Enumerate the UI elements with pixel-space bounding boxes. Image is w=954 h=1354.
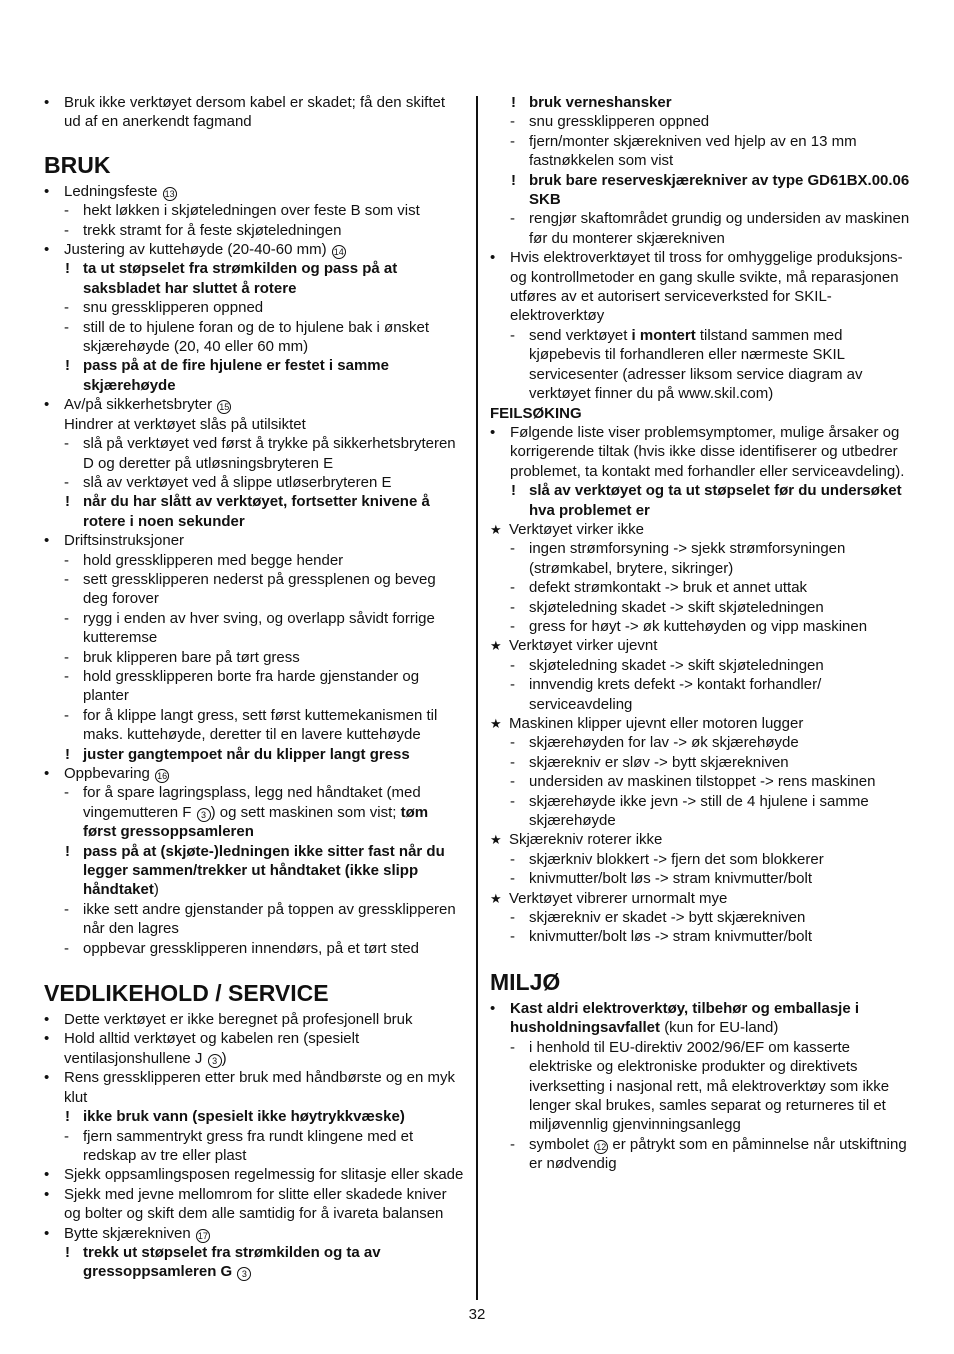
dash-item: - snu gressklipperen oppned xyxy=(490,112,910,131)
bullet-sikkerhetsbryter: • Av/på sikkerhetsbryter 15 xyxy=(44,395,464,414)
symptom-item: ★ Skjærekniv roterer ikke xyxy=(490,830,910,849)
bullet-item: • Rens gressklipperen etter bruk med håndbørste og en myk klut xyxy=(44,1068,464,1107)
section-heading-miljo: MILJØ xyxy=(490,968,561,995)
section-heading-vedlikehold: VEDLIKEHOLD / SERVICE xyxy=(44,980,329,1007)
warning-item: ! ta ut støpselet fra strømkilden og pass på at saksbladet har sluttet å rotere xyxy=(44,259,464,298)
ref-circle: 14 xyxy=(333,247,344,258)
dash-item: - skjøteledning skadet -> skift skjøteledningen xyxy=(490,598,910,617)
dash-item: - defekt strømkontakt -> bruk et annet uttak xyxy=(490,578,910,597)
dash-item: - trekk stramt for å feste skjøteledningen xyxy=(44,221,464,240)
dash-item: - knivmutter/bolt løs -> stram knivmutter/bolt xyxy=(490,869,910,888)
dash-item: - ingen strømforsyning -> sjekk strømforsyningen (strømkabel, brytere, sikringer) xyxy=(490,539,910,578)
dash-item: - for å klippe langt gress, sett først kuttemekanismen til maks. kuttehøyde, deretter til en lavere kuttehøyde xyxy=(44,706,464,745)
left-column xyxy=(44,93,464,1282)
plain-line: Hindrer at verktøyet slås på utilsiktet xyxy=(64,415,306,433)
ref-circle: 17 xyxy=(197,1230,208,1241)
dash-item: - for å spare lagringsplass, legg ned håndtaket (med vingemutteren F 3 ) og sett maskinen som vist; tøm først gressoppsamleren xyxy=(44,783,464,841)
bullet-ledningsfeste: • Ledningsfeste 13 xyxy=(44,182,464,201)
bullet-item: • Hold alltid verktøyet og kabelen ren (spesielt ventilasjonshullene J 3 ) xyxy=(44,1029,464,1068)
dash-item: - gress for høyt -> øk kuttehøyden og vipp maskinen xyxy=(490,617,910,636)
bullet-oppbevaring: • Oppbevaring 16 xyxy=(44,764,464,783)
dash-item: - slå av verktøyet ved å slippe utløserbryteren E xyxy=(44,473,464,492)
bullet-item: • Sjekk oppsamlingsposen regelmessig for slitasje eller skade xyxy=(44,1165,464,1184)
dash-item: - send verktøyet i montert tilstand sammen med kjøpebevis til forhandleren eller nærmeste SKIL servicesenter (adresser liksom service diagram av verktøyet finner du på www.skil.com) xyxy=(490,326,910,404)
ref-circle: 3 xyxy=(197,808,211,822)
dash-item: - fjern/monter skjærekniven ved hjelp av en 13 mm fastnøkkelen som vist xyxy=(490,132,910,171)
warning-item: ! bruk verneshansker xyxy=(490,93,910,112)
ref-circle: 3 xyxy=(237,1267,251,1281)
dash-item: - fjern sammentrykt gress fra rundt klingene med et redskap av tre eller plast xyxy=(44,1127,464,1166)
symptom-item: ★ Maskinen klipper ujevnt eller motoren lugger xyxy=(490,714,910,733)
bullet-item: • Følgende liste viser problemsymptomer, mulige årsaker og korrigerende tiltak (hvis ikke disse identifiserer og utbedrer problemet, ta kontakt med forhandler eller serviceavdeling). xyxy=(490,423,910,481)
bullet-justering: • Justering av kuttehøyde (20-40-60 mm) 14 xyxy=(44,240,464,259)
dash-item: - skjøteledning skadet -> skift skjøteledningen xyxy=(490,656,910,675)
dash-item: - skjærehøyden for lav -> øk skjærehøyde xyxy=(490,733,910,752)
warning-item: ! bruk bare reserveskjærekniver av type GD61BX.00.06 SKB xyxy=(490,171,910,210)
symptom-item: ★ Verktøyet vibrerer urnormalt mye xyxy=(490,889,910,908)
dash-item: - bruk klipperen bare på tørt gress xyxy=(44,648,464,667)
bullet-item: • Dette verktøyet er ikke beregnet på profesjonell bruk xyxy=(44,1010,464,1029)
dash-item: - ikke sett andre gjenstander på toppen av gressklipperen når den lagres xyxy=(44,900,464,939)
warning-item: ! trekk ut støpselet fra strømkilden og ta av gressoppsamleren G 3 xyxy=(44,1243,464,1282)
ref-circle: 3 xyxy=(208,1054,222,1068)
bullet-item: • Sjekk med jevne mellomrom for slitte eller skadede kniver og bolter og skift dem alle samtidig for å ivareta balansen xyxy=(44,1185,464,1224)
dash-item: - rygg i enden av hver sving, og overlapp såvidt forrige kutteremse xyxy=(44,609,464,648)
dash-item: - knivmutter/bolt løs -> stram knivmutter/bolt xyxy=(490,927,910,946)
section-heading-feilsoking: FEILSØKING xyxy=(490,404,582,422)
dash-item: - slå på verktøyet ved først å trykke på sikkerhetsbryteren D og deretter på utløsningsbryteren E xyxy=(44,434,464,473)
dash-item: - hold gressklipperen med begge hender xyxy=(44,551,464,570)
section-heading-bruk: BRUK xyxy=(44,151,111,178)
dash-item: - still de to hjulene foran og de to hjulene bak i ønsket skjærehøyde (20, 40 eller 60 mm) xyxy=(44,318,464,357)
ref-circle: 15 xyxy=(219,402,230,413)
dash-item: - rengjør skaftområdet grundig og undersiden av maskinen før du monterer skjærekniven xyxy=(490,209,910,248)
page-number: 32 xyxy=(468,1306,486,1323)
dash-item: - hold gressklipperen borte fra harde gjenstander og planter xyxy=(44,667,464,706)
bullet-item: • Kast aldri elektroverktøy, tilbehør og emballasje i husholdningsavfallet (kun for EU-land) xyxy=(490,999,910,1038)
warning-item: ! pass på at de fire hjulene er festet i samme skjærehøyde xyxy=(44,356,464,395)
warning-item: ! pass på at (skjøte-)ledningen ikke sitter fast når du legger sammen/trekker ut håndtaket (ikke slipp håndtaket) xyxy=(44,842,464,900)
bullet-item: • Hvis elektroverktøyet til tross for omhyggelige produksjons- og kontrollmetoder en gang skulle svikte, må reparasjonen utføres av et autorisert serviceverksted for SKIL-elektroverktøy xyxy=(490,248,910,326)
column-divider xyxy=(476,96,478,1300)
warning-item: ! slå av verktøyet og ta ut støpselet før du undersøket hva problemet er xyxy=(490,481,910,520)
dash-item: - skjærehøyde ikke jevn -> still de 4 hjulene i samme skjærehøyde xyxy=(490,792,910,831)
symptom-item: ★ Verktøyet virker ikke xyxy=(490,520,910,539)
dash-item: - hekt løkken i skjøteledningen over feste B som vist xyxy=(44,201,464,220)
ref-circle: 12 xyxy=(596,1141,607,1152)
dash-item: - skjærekniv er sløv -> bytt skjærekniven xyxy=(490,753,910,772)
dash-item: - skjærekniv er skadet -> bytt skjærekniven xyxy=(490,908,910,927)
dash-item: - snu gressklipperen oppned xyxy=(44,298,464,317)
dash-item: - undersiden av maskinen tilstoppet -> rens maskinen xyxy=(490,772,910,791)
dash-item: - oppbevar gressklipperen innendørs, på et tørt sted xyxy=(44,939,464,958)
warning-item: ! ikke bruk vann (spesielt ikke høytrykkvæske) xyxy=(44,1107,464,1126)
dash-item: - i henhold til EU-direktiv 2002/96/EF om kasserte elektriske og elektroniske produkter og direktivets iverksetting i nasjonal rett, må elektroverktøy som ikke lenger skal brukes, samles separat og returneres til et miljøvennlig gjenvinningsanlegg xyxy=(490,1038,910,1135)
dash-item: - innvendig krets defekt -> kontakt forhandler/ serviceavdeling xyxy=(490,675,910,714)
dash-item: - sett gressklipperen nederst på gressplenen og beveg deg forover xyxy=(44,570,464,609)
warning-item: ! juster gangtempoet når du klipper langt gress xyxy=(44,745,464,764)
right-column xyxy=(490,93,910,1174)
warning-item: ! når du har slått av verktøyet, fortsetter knivene å rotere i noen sekunder xyxy=(44,492,464,531)
dash-item: - skjærkniv blokkert -> fjern det som blokkerer xyxy=(490,850,910,869)
ref-circle: 16 xyxy=(157,771,168,781)
bullet-item: • Bytte skjærekniven 17 xyxy=(44,1224,464,1243)
bullet-driftsinstruksjoner: • Driftsinstruksjoner xyxy=(44,531,464,550)
ref-circle: 13 xyxy=(164,188,175,199)
dash-item: - symbolet 12 er påtrykt som en påminnelse når utskiftning er nødvendig xyxy=(490,1135,910,1174)
symptom-item: ★ Verktøyet virker ujevnt xyxy=(490,636,910,655)
intro-bullet: • Bruk ikke verktøyet dersom kabel er skadet; få den skiftet ud af en anerkendt fagmand xyxy=(44,93,464,132)
